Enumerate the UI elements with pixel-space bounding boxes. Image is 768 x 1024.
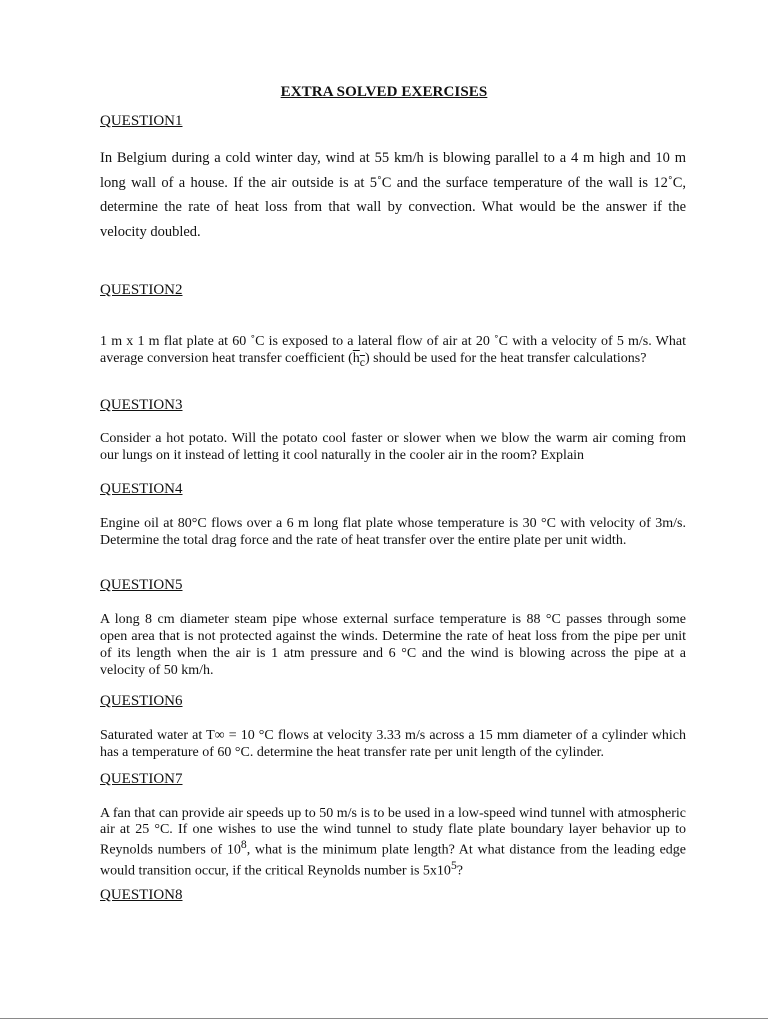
hc-subscript: c (359, 355, 365, 369)
hc-symbol (352, 351, 365, 369)
question-3-text: Consider a hot potato. Will the potato cool faster or slower when we blow the warm air coming from our lungs on it instead of letting it cool naturally in the cooler air in the room? Explain (100, 431, 686, 463)
question-4-heading: QUESTION4 (100, 481, 183, 497)
question-2-heading: QUESTION2 (100, 282, 183, 298)
question-2-text (100, 333, 686, 371)
question-6-text: Saturated water at T∞ = 10 °C flows at velocity 3.33 m/s across a 15 mm diameter of a cylinder which has a temperature of 60 °C. determine the heat transfer rate per unit length of the cylinder. (100, 728, 686, 760)
question-7-heading: QUESTION7 (100, 771, 183, 787)
question-7-text-start: A fan that can provide air speeds up to 50 m/s is to be used in a low-speed wind tunnel with atmospheric air at 25 °C. If one wishes to use the wind tunnel to study flate plate boundary layer behavior up to Reynolds numbers of 10 (100, 806, 686, 858)
question-4-text: Engine oil at 80°C flows over a 6 m long flat plate whose temperature is 30 °C with velocity of 3m/s. Determine the total drag force and the rate of heat transfer over the entire plate per unit width. (100, 516, 686, 548)
question-6-heading: QUESTION6 (100, 693, 183, 709)
question-7-text (100, 806, 686, 879)
reynolds-exponent-5: 5 (450, 859, 457, 873)
reynolds-exponent-8: 8 (240, 838, 247, 851)
question-5-text: A long 8 cm diameter steam pipe whose external surface temperature is 88 °C passes through some open area that is not protected against the winds. Determine the rate of heat loss from the pipe per unit of its length when the air is 1 atm pressure and 6 °C and the wind is blowing across the pipe at a velocity of 50 km/h. (100, 612, 686, 678)
question-5-heading: QUESTION5 (100, 577, 183, 593)
question-7-text-middle: , what is the minimum plate length? At what distance from the leading edge would transition occur, if the critical Reynolds number is 5x10 (100, 842, 687, 879)
hc-h: h (352, 351, 360, 366)
question-1-heading: QUESTION1 (100, 113, 183, 129)
page-bottom-edge (0, 1018, 768, 1019)
question-3-heading: QUESTION3 (100, 397, 183, 413)
page-title: EXTRA SOLVED EXERCISES (280, 84, 488, 100)
question-2-text-start: 1 m x 1 m flat plate at 60 ˚C is exposed to a lateral flow of air at 20 ˚C with a velocity of 5 m/s. What average conversion heat transfer coefficient ( (100, 334, 686, 366)
question-8-heading: QUESTION8 (100, 887, 183, 903)
question-1-text: In Belgium during a cold winter day, wind at 55 km/h is blowing parallel to a 4 m high and 10 m long wall of a house. If the air outside is at 5˚C and the surface temperature of the wall is 12˚C, determine the rate of heat loss from that wall by convection. What would be the answer if the velocity doubled. (100, 150, 686, 240)
question-7-text-end: ? (456, 863, 463, 879)
question-2-text-end: ) should be used for the heat transfer calculations? (364, 351, 647, 366)
